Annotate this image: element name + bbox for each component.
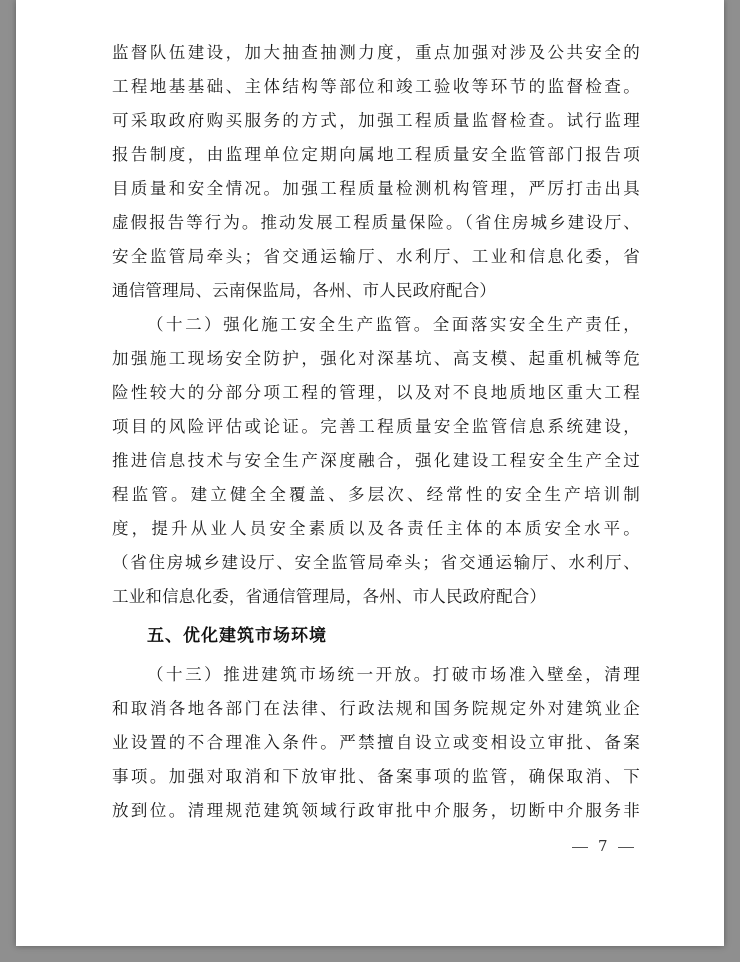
document-page <box>16 0 724 946</box>
dash-right <box>618 847 634 848</box>
text-line: 工业和信息化委，省通信管理局，各州、市人民政府配合） <box>112 587 547 606</box>
text-line: 可采取政府购买服务的方式，加强工程质量监督检查。试行监理 <box>112 111 640 130</box>
dash-left <box>572 847 588 848</box>
text-line: 工程地基基础、主体结构等部位和竣工验收等环节的监督检查。 <box>112 77 640 96</box>
section-heading: 五、优化建筑市场环境 <box>147 626 327 646</box>
text-line: 事项。加强对取消和下放审批、备案事项的监管，确保取消、下 <box>112 767 640 786</box>
text-line: 度，提升从业人员安全素质以及各责任主体的本质安全水平。 <box>112 519 640 538</box>
page-number-value: 7 <box>598 837 608 855</box>
text-line: 监督队伍建设，加大抽查抽测力度，重点加强对涉及公共安全的 <box>112 43 640 62</box>
text-line: 险性较大的分部分项工程的管理，以及对不良地质地区重大工程 <box>112 383 640 402</box>
page-number <box>562 836 644 856</box>
text-line: 推进信息技术与安全生产深度融合，强化建设工程安全生产全过 <box>112 451 640 470</box>
text-line: 业设置的不合理准入条件。严禁擅自设立或变相设立审批、备案 <box>112 733 640 752</box>
paragraph-12-first-line: （十二）强化施工安全生产监管。全面落实安全生产责任， <box>147 315 640 334</box>
text-line: 放到位。清理规范建筑领域行政审批中介服务，切断中介服务非 <box>112 801 640 820</box>
text-line: 通信管理局、云南保监局，各州、市人民政府配合） <box>112 281 497 300</box>
text-line: （省住房城乡建设厅、安全监管局牵头；省交通运输厅、水利厅、 <box>112 553 640 572</box>
text-line: 报告制度，由监理单位定期向属地工程质量安全监管部门报告项 <box>112 145 640 164</box>
text-line: 虚假报告等行为。推动发展工程质量保险。（省住房城乡建设厅、 <box>112 213 640 232</box>
text-line: 目质量和安全情况。加强工程质量检测机构管理，严厉打击出具 <box>112 179 640 198</box>
text-line: 和取消各地各部门在法律、行政法规和国务院规定外对建筑业企 <box>112 699 640 718</box>
text-line: 项目的风险评估或论证。完善工程质量安全监管信息系统建设， <box>112 417 640 436</box>
text-line: 安全监管局牵头；省交通运输厅、水利厅、工业和信息化委，省 <box>112 247 640 266</box>
text-line: 加强施工现场安全防护，强化对深基坑、高支模、起重机械等危 <box>112 349 640 368</box>
paragraph-13-first-line: （十三）推进建筑市场统一开放。打破市场准入壁垒，清理 <box>147 665 640 684</box>
text-line: 程监管。建立健全全覆盖、多层次、经常性的安全生产培训制 <box>112 485 640 504</box>
